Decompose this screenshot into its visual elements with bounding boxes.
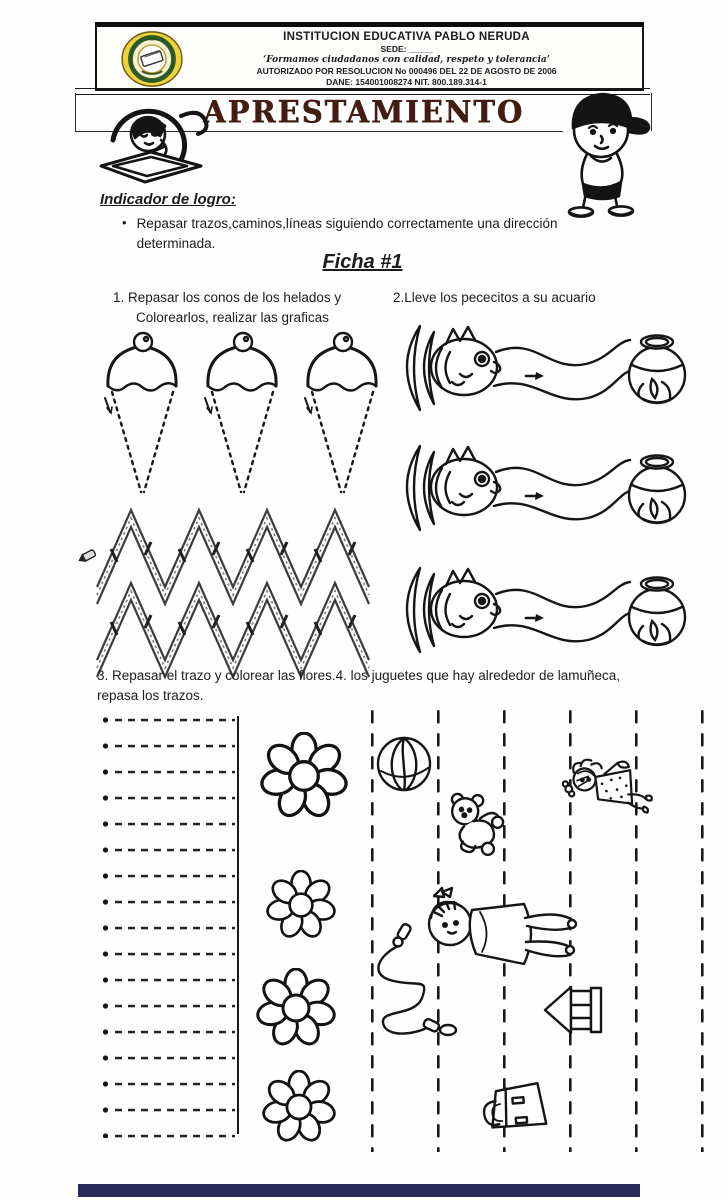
- wavy-trace-path: [494, 582, 632, 641]
- pencil-icon: [78, 548, 100, 566]
- boy-with-cap-icon: [545, 84, 663, 218]
- fish-icon: [407, 326, 500, 410]
- ice-cream-cone-icon: [100, 330, 185, 502]
- fishbowl-icon: [629, 456, 685, 524]
- wavy-trace-path: [494, 340, 632, 399]
- horizontal-dashed-trace-lines: [102, 714, 242, 1138]
- school-header: [95, 22, 644, 91]
- authorization-line: AUTORIZADO POR RESOLUCION No 000496 DEL 22 DE AGOSTO DE 2006: [256, 66, 557, 77]
- child-writing-on-slate-icon: [85, 96, 220, 188]
- sede-line: SEDE: _____: [380, 44, 433, 55]
- fishbowl-icon: [629, 578, 685, 646]
- dane-nit-line: DANE: 154001008274 NIT. 800.189.314-1: [326, 76, 487, 87]
- ice-cream-cone-icon: [200, 330, 285, 502]
- flower-icon: [262, 1070, 336, 1144]
- handbag-icon: [475, 1074, 551, 1140]
- activity2-instruction: 2.Lleve los pececitos a su acuario: [393, 290, 596, 305]
- school-motto: ‘Formamos ciudadanos con calidad, respeto y tolerancia’: [263, 55, 550, 65]
- toy-house-block-icon: [541, 982, 605, 1038]
- fish-to-bowl-row: [390, 430, 720, 550]
- flower-icon: [256, 968, 336, 1048]
- activity3-4-instruction: 3. Repasar el trazo y colorear las flores.4. los juguetes que hay alrededor de lamuñeca, repasa los trazos.: [97, 668, 621, 703]
- teddy-bear-icon: [441, 790, 513, 856]
- jump-rope-icon: [370, 922, 474, 1040]
- footer-bar: [78, 1184, 640, 1197]
- fish-to-bowl-row: [390, 552, 720, 672]
- fish-to-bowl-row: [390, 310, 720, 430]
- zigzag-trace-row: [93, 576, 391, 680]
- activity1-instruction: 1. Repasar los conos de los helados y Colorearlos, realizar las graficas: [113, 290, 342, 326]
- page-title: APRESTAMIENTO: [202, 93, 525, 131]
- indicator-bullet-text: Repasar trazos,caminos,líneas siguiendo correctamente una dirección determinada.: [136, 216, 558, 251]
- ficha-title: Ficha #1: [322, 251, 403, 273]
- indicator-bullet: [122, 214, 592, 253]
- fishbowl-icon: [629, 336, 685, 404]
- school-name: INSTITUCION EDUCATIVA PABLO NERUDA: [283, 31, 530, 43]
- flower-icon: [266, 870, 336, 940]
- wavy-trace-path: [494, 460, 632, 519]
- ice-cream-cone-icon: [300, 330, 385, 502]
- beach-ball-icon: [376, 733, 434, 797]
- fish-icon: [407, 568, 500, 652]
- fish-icon: [407, 446, 500, 530]
- rag-doll-small-icon: [562, 756, 658, 830]
- indicator-heading: Indicador de logro:: [100, 191, 236, 208]
- flower-icon: [260, 732, 348, 820]
- bullet-dot: •: [122, 215, 127, 230]
